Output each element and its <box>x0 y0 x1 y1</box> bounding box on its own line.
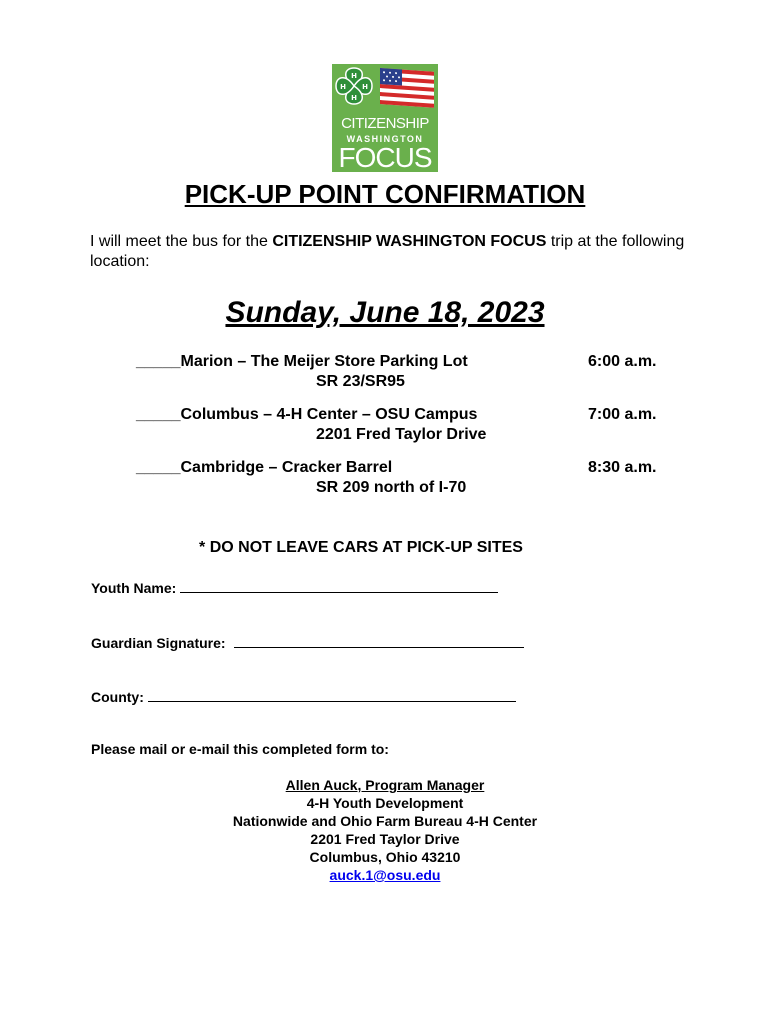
contact-email-link[interactable]: auck.1@osu.edu <box>329 867 441 883</box>
location-option-cambridge[interactable] <box>136 458 467 496</box>
guardian-signature-field[interactable] <box>234 633 524 648</box>
svg-text:H: H <box>351 72 357 80</box>
mail-instruction: Please mail or e-mail this completed form to: <box>91 741 389 757</box>
guardian-signature-label: Guardian Signature: <box>91 635 226 651</box>
location-option-marion[interactable] <box>136 352 468 390</box>
intro-text-post: trip at the following location: <box>90 233 685 270</box>
contact-street: 2201 Fred Taylor Drive <box>310 831 460 847</box>
svg-text:H: H <box>351 94 357 102</box>
intro-program-name: CITIZENSHIP WASHINGTON FOCUS <box>272 233 547 250</box>
parking-warning: * DO NOT LEAVE CARS AT PICK-UP SITES <box>199 539 523 556</box>
location-blank: _____ <box>136 459 181 476</box>
location-time: 8:30 a.m. <box>588 459 657 476</box>
logo-text-washington: WASHINGTON <box>346 134 424 144</box>
location-address: 2201 Fred Taylor Drive <box>316 426 487 443</box>
contact-name: Allen Auck, Program Manager <box>285 777 485 793</box>
location-option-columbus[interactable] <box>136 405 487 443</box>
trip-date: Sunday, June 18, 2023 <box>225 296 545 329</box>
county-row <box>91 687 516 706</box>
logo-text-citizenship: CITIZENSHIP <box>341 115 429 132</box>
citizenship-washington-focus-logo <box>332 64 438 172</box>
location-name: Columbus – 4-H Center – OSU Campus <box>180 406 478 423</box>
location-name: Cambridge – Cracker Barrel <box>180 459 393 476</box>
contact-block <box>0 776 770 884</box>
youth-name-label: Youth Name: <box>91 580 177 596</box>
contact-organization: Nationwide and Ohio Farm Bureau 4-H Center <box>232 813 538 829</box>
county-label: County: <box>91 689 144 705</box>
location-time: 6:00 a.m. <box>588 353 657 370</box>
svg-text:H: H <box>362 83 368 91</box>
intro-paragraph <box>90 232 700 272</box>
guardian-signature-row <box>91 633 524 652</box>
location-blank: _____ <box>136 406 181 423</box>
location-address: SR 209 north of I-70 <box>316 479 467 496</box>
page-title: PICK-UP POINT CONFIRMATION <box>184 179 586 209</box>
location-time: 7:00 a.m. <box>588 406 657 423</box>
youth-name-row <box>91 578 498 597</box>
county-field[interactable] <box>148 687 516 702</box>
svg-text:H: H <box>340 83 346 91</box>
contact-city: Columbus, Ohio 43210 <box>309 849 461 865</box>
location-blank: _____ <box>136 353 181 370</box>
logo-text-focus: FOCUS <box>338 142 432 172</box>
location-name: Marion – The Meijer Store Parking Lot <box>180 353 468 370</box>
location-address: SR 23/SR95 <box>316 373 405 390</box>
intro-text-pre: I will meet the bus for the <box>90 233 273 250</box>
contact-department: 4-H Youth Development <box>306 795 464 811</box>
youth-name-field[interactable] <box>180 578 498 593</box>
